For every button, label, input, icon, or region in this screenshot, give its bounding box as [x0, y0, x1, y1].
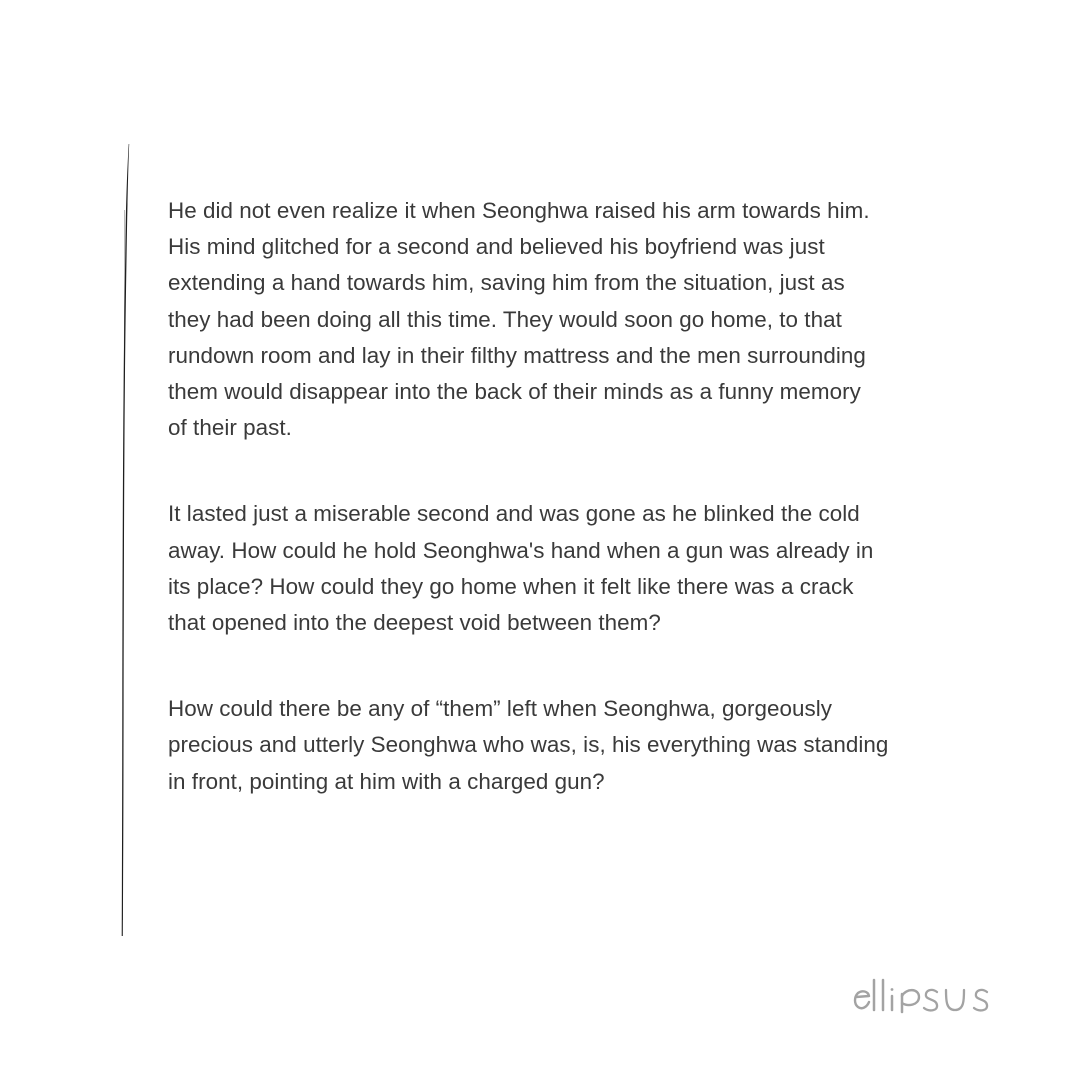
text-line: away. How could he hold Seonghwa's hand when a gun was already in: [168, 537, 874, 563]
text-line: them would disappear into the back of their minds as a funny memory: [168, 379, 861, 405]
text-line: that opened into the deepest void between them?: [168, 610, 661, 636]
paragraph-3: [168, 691, 988, 800]
text-line: in front, pointing at him with a charged gun?: [168, 768, 605, 794]
text-line: How could there be any of “them” left when Seonghwa, gorgeously: [168, 696, 833, 722]
paragraph-2: [168, 496, 988, 641]
ellipsus-logo: [852, 972, 1006, 1014]
story-text: [168, 193, 988, 800]
text-line: His mind glitched for a second and believed his boyfriend was just: [168, 234, 825, 260]
text-line: precious and utterly Seonghwa who was, is, his everything was standing: [168, 732, 889, 758]
text-line: its place? How could they go home when it felt like there was a crack: [168, 573, 854, 599]
text-line: of their past.: [168, 415, 292, 441]
text-line: It lasted just a miserable second and was gone as he blinked the cold: [168, 501, 860, 527]
text-line: they had been doing all this time. They would soon go home, to that: [168, 306, 842, 332]
text-line: rundown room and lay in their filthy mattress and the men surrounding: [168, 342, 866, 368]
text-line: He did not even realize it when Seonghwa raised his arm towards him.: [168, 198, 870, 223]
vertical-brush-line: [112, 140, 136, 940]
paragraph-1: [168, 193, 988, 446]
text-line: extending a hand towards him, saving him from the situation, just as: [168, 270, 845, 296]
